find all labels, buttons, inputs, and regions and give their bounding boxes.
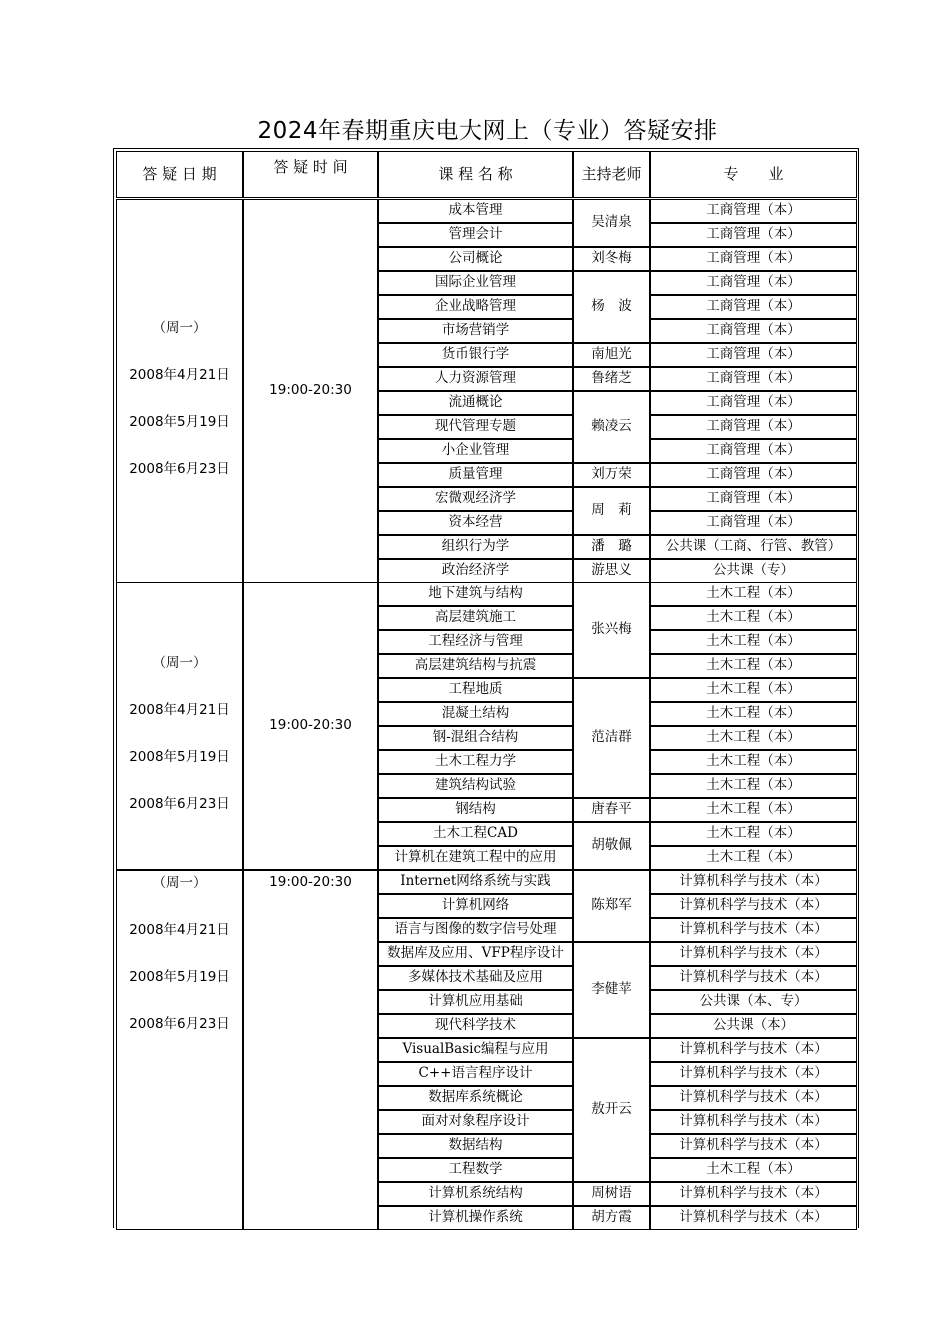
major-cell: 工商管理（本） (650, 271, 857, 295)
teacher-cell: 吴清泉 (573, 199, 650, 247)
date-label: 2008年4月21日 (129, 922, 230, 938)
major-cell: 计算机科学与技术（本） (650, 1038, 857, 1062)
major-cell: 工商管理（本） (650, 199, 857, 223)
course-cell: 多媒体技术基础及应用 (378, 966, 573, 990)
major-cell: 计算机科学与技术（本） (650, 1206, 857, 1230)
major-cell: 土木工程（本） (650, 774, 857, 798)
major-cell: 土木工程（本） (650, 702, 857, 726)
course-cell: 工程经济与管理 (378, 630, 573, 654)
course-cell: 数据库及应用、VFP程序设计 (378, 942, 573, 966)
course-cell: 面对对象程序设计 (378, 1110, 573, 1134)
major-cell: 工商管理（本） (650, 247, 857, 271)
major-cell: 计算机科学与技术（本） (650, 966, 857, 990)
course-cell: 质量管理 (378, 463, 573, 487)
major-cell: 土木工程（本） (650, 822, 857, 846)
course-cell: 高层建筑结构与抗震 (378, 654, 573, 678)
course-cell: 工程地质 (378, 678, 573, 702)
time-cell: 19:00-20:30 (243, 582, 378, 870)
course-cell: 货币银行学 (378, 343, 573, 367)
page-title: 2024年春期重庆电大网上（专业）答疑安排 (257, 118, 718, 144)
date-label: 2008年4月21日 (129, 702, 230, 718)
teacher-cell: 周 莉 (573, 487, 650, 535)
course-cell: 土木工程CAD (378, 822, 573, 846)
course-cell: 小企业管理 (378, 439, 573, 463)
teacher-cell: 鲁绪芝 (573, 367, 650, 391)
course-cell: 计算机在建筑工程中的应用 (378, 846, 573, 870)
course-cell: C++语言程序设计 (378, 1062, 573, 1086)
course-cell: 建筑结构试验 (378, 774, 573, 798)
major-cell: 计算机科学与技术（本） (650, 894, 857, 918)
teacher-cell: 杨 波 (573, 271, 650, 343)
teacher-cell: 范洁群 (573, 678, 650, 798)
major-cell: 土木工程（本） (650, 630, 857, 654)
course-cell: 资本经营 (378, 511, 573, 535)
major-cell: 计算机科学与技术（本） (650, 1134, 857, 1158)
teacher-cell: 陈郑军 (573, 870, 650, 942)
major-cell: 计算机科学与技术（本） (650, 942, 857, 966)
teacher-cell: 刘万荣 (573, 463, 650, 487)
course-cell: 宏微观经济学 (378, 487, 573, 511)
date-label: 2008年5月19日 (129, 749, 230, 765)
course-cell: 地下建筑与结构 (378, 582, 573, 606)
date-label: 2008年6月23日 (129, 461, 230, 477)
course-cell: 现代管理专题 (378, 415, 573, 439)
major-cell: 计算机科学与技术（本） (650, 1182, 857, 1206)
course-cell: 钢结构 (378, 798, 573, 822)
teacher-cell: 游思义 (573, 559, 650, 583)
teacher-cell: 李健苹 (573, 942, 650, 1038)
header-time: 答 疑 时 间 (243, 151, 378, 198)
date-label: 2008年4月21日 (129, 367, 230, 383)
major-cell: 计算机科学与技术（本） (650, 1062, 857, 1086)
major-cell: 土木工程（本） (650, 798, 857, 822)
course-cell: 流通概论 (378, 391, 573, 415)
major-cell: 土木工程（本） (650, 846, 857, 870)
weekday-label: （周一） (152, 875, 207, 891)
date-label: 2008年6月23日 (129, 1016, 230, 1032)
major-cell: 工商管理（本） (650, 511, 857, 535)
teacher-cell: 周树语 (573, 1182, 650, 1206)
course-cell: 国际企业管理 (378, 271, 573, 295)
teacher-cell: 刘冬梅 (573, 247, 650, 271)
weekday-label: （周一） (152, 655, 207, 671)
major-cell: 工商管理（本） (650, 415, 857, 439)
major-cell: 公共课（本） (650, 1014, 857, 1038)
course-cell: 成本管理 (378, 199, 573, 223)
course-cell: VisualBasic编程与应用 (378, 1038, 573, 1062)
teacher-cell: 南旭光 (573, 343, 650, 367)
course-cell: 钢-混组合结构 (378, 726, 573, 750)
course-cell: 计算机网络 (378, 894, 573, 918)
course-cell: 企业战略管理 (378, 295, 573, 319)
course-cell: 计算机应用基础 (378, 990, 573, 1014)
course-cell: 高层建筑施工 (378, 606, 573, 630)
course-cell: 人力资源管理 (378, 367, 573, 391)
major-cell: 土木工程（本） (650, 606, 857, 630)
course-cell: 工程数学 (378, 1158, 573, 1182)
date-label: 2008年6月23日 (129, 796, 230, 812)
major-cell: 土木工程（本） (650, 726, 857, 750)
date-label: 2008年5月19日 (129, 414, 230, 430)
major-cell: 计算机科学与技术（本） (650, 918, 857, 942)
teacher-cell: 潘 璐 (573, 535, 650, 559)
course-cell: 组织行为学 (378, 535, 573, 559)
teacher-cell: 胡敬佩 (573, 822, 650, 870)
time-cell: 19:00-20:30 (243, 199, 378, 583)
course-cell: 语言与图像的数字信号处理 (378, 918, 573, 942)
header-date: 答 疑 日 期 (116, 151, 243, 198)
course-cell: 数据结构 (378, 1134, 573, 1158)
teacher-cell: 敖开云 (573, 1038, 650, 1182)
course-cell: 计算机操作系统 (378, 1206, 573, 1230)
course-cell: 现代科学技术 (378, 1014, 573, 1038)
teacher-cell: 张兴梅 (573, 582, 650, 678)
weekday-label: （周一） (152, 320, 207, 336)
major-cell: 工商管理（本） (650, 343, 857, 367)
teacher-cell: 赖凌云 (573, 391, 650, 463)
course-cell: 管理会计 (378, 223, 573, 247)
date-cell (116, 199, 243, 583)
major-cell: 计算机科学与技术（本） (650, 1086, 857, 1110)
course-cell: 政治经济学 (378, 559, 573, 583)
major-cell: 工商管理（本） (650, 391, 857, 415)
teacher-cell: 胡方霞 (573, 1206, 650, 1230)
major-cell: 工商管理（本） (650, 463, 857, 487)
course-cell: 数据库系统概论 (378, 1086, 573, 1110)
major-cell: 计算机科学与技术（本） (650, 1110, 857, 1134)
major-cell: 土木工程（本） (650, 678, 857, 702)
major-cell: 工商管理（本） (650, 487, 857, 511)
course-cell: 土木工程力学 (378, 750, 573, 774)
major-cell: 工商管理（本） (650, 223, 857, 247)
major-cell: 公共课（工商、行管、教管） (650, 535, 857, 559)
major-cell: 土木工程（本） (650, 654, 857, 678)
major-cell: 工商管理（本） (650, 367, 857, 391)
header-major: 专 业 (650, 151, 857, 198)
time-cell: 19:00-20:30 (243, 870, 378, 1230)
course-cell: 市场营销学 (378, 319, 573, 343)
major-cell: 工商管理（本） (650, 295, 857, 319)
major-cell: 计算机科学与技术（本） (650, 870, 857, 894)
date-cell (116, 582, 243, 870)
major-cell: 工商管理（本） (650, 439, 857, 463)
header-teacher: 主持老师 (573, 151, 650, 198)
major-cell: 工商管理（本） (650, 319, 857, 343)
major-cell: 公共课（本、专） (650, 990, 857, 1014)
course-cell: 计算机系统结构 (378, 1182, 573, 1206)
course-cell: 混凝土结构 (378, 702, 573, 726)
date-cell (116, 870, 243, 1230)
date-label: 2008年5月19日 (129, 969, 230, 985)
header-course: 课 程 名 称 (378, 151, 573, 198)
major-cell: 土木工程（本） (650, 582, 857, 606)
course-cell: Internet网络系统与实践 (378, 870, 573, 894)
major-cell: 土木工程（本） (650, 1158, 857, 1182)
teacher-cell: 唐春平 (573, 798, 650, 822)
major-cell: 公共课（专） (650, 559, 857, 583)
course-cell: 公司概论 (378, 247, 573, 271)
major-cell: 土木工程（本） (650, 750, 857, 774)
